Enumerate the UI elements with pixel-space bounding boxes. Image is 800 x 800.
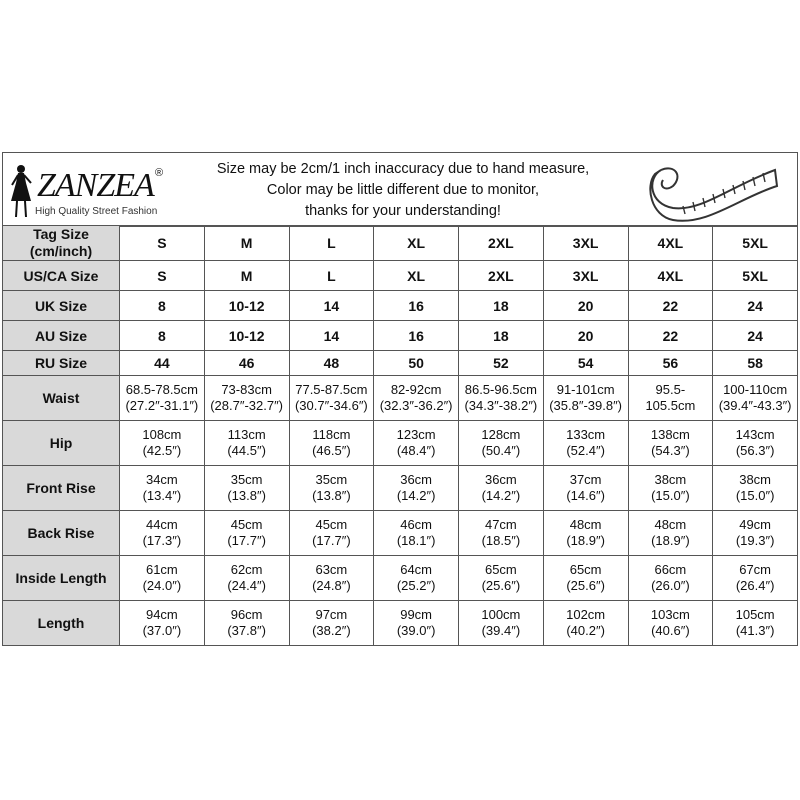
row-label: Front Rise	[3, 466, 120, 511]
size-cell: 8	[120, 321, 205, 351]
measure-secondary: (56.3″)	[735, 443, 775, 458]
measure-secondary: (28.7″-32.7″)	[210, 398, 284, 413]
measure-primary: 105cm	[735, 607, 775, 622]
measure-cell	[543, 601, 628, 646]
tag-size-header: Tag Size (cm/inch)	[3, 226, 120, 261]
size-cell: 58	[713, 351, 798, 376]
woman-silhouette-icon	[7, 163, 35, 219]
tag-size-cell: 4XL	[628, 226, 713, 261]
measure-primary: 47cm	[484, 517, 517, 532]
size-cell: 18	[459, 291, 544, 321]
row-label: US/CA Size	[3, 261, 120, 291]
measure-primary: 133cm	[566, 427, 606, 442]
measure-primary: 86.5-96.5cm	[464, 382, 537, 397]
measure-cell	[628, 511, 713, 556]
measure-primary: 36cm	[484, 472, 517, 487]
measure-primary: 96cm	[230, 607, 263, 622]
measure-cell	[543, 511, 628, 556]
measure-row	[3, 556, 798, 601]
measure-primary: 62cm	[230, 562, 263, 577]
measure-primary: 102cm	[566, 607, 606, 622]
measure-cell	[374, 376, 459, 421]
measure-primary: 66cm	[654, 562, 687, 577]
size-cell: 22	[628, 291, 713, 321]
measure-secondary: (46.5″)	[312, 443, 351, 458]
measure-primary: 35cm	[230, 472, 263, 487]
size-row	[3, 321, 798, 351]
notice-line: Size may be 2cm/1 inch inaccuracy due to hand measure,	[216, 161, 590, 177]
tag-size-cell: 2XL	[459, 226, 544, 261]
row-label: Hip	[3, 421, 120, 466]
measure-secondary: (26.0″)	[651, 578, 690, 593]
tag-size-cell: L	[289, 226, 374, 261]
measure-primary: 118cm	[312, 427, 351, 442]
size-cell: 56	[628, 351, 713, 376]
size-cell: 20	[543, 321, 628, 351]
size-cell: 8	[120, 291, 205, 321]
size-cell: 24	[713, 291, 798, 321]
size-cell: 14	[289, 291, 374, 321]
measure-secondary: (17.3″)	[142, 533, 182, 548]
measure-secondary: (48.4″)	[396, 443, 436, 458]
notice-line: thanks for your understanding!	[305, 203, 501, 219]
size-cell: 14	[289, 321, 374, 351]
size-cell: 54	[543, 351, 628, 376]
measure-cell	[289, 421, 374, 466]
size-cell: 4XL	[628, 261, 713, 291]
measure-cell	[459, 466, 544, 511]
measure-cell	[289, 556, 374, 601]
measure-secondary: (18.1″)	[396, 533, 436, 548]
measure-secondary: (14.2″)	[396, 488, 436, 503]
measure-cell	[120, 421, 205, 466]
measure-primary: 35cm	[315, 472, 348, 487]
measure-primary: 94cm	[145, 607, 178, 622]
measure-primary: 143cm	[735, 427, 775, 442]
size-cell: 5XL	[713, 261, 798, 291]
measure-secondary: (39.4″-43.3″)	[718, 398, 792, 413]
measure-primary: 113cm	[227, 427, 266, 442]
measure-primary: 64cm	[400, 562, 433, 577]
measure-cell	[713, 511, 798, 556]
measure-cell	[628, 466, 713, 511]
measure-cell	[374, 556, 459, 601]
row-label: AU Size	[3, 321, 120, 351]
size-cell: 16	[374, 321, 459, 351]
size-cell: L	[289, 261, 374, 291]
measure-cell	[459, 376, 544, 421]
measure-primary: 91-101cm	[556, 382, 615, 397]
measure-cell	[120, 511, 205, 556]
measure-primary: 73-83cm	[221, 382, 272, 397]
brand-tagline: High Quality Street Fashion	[35, 206, 158, 217]
measure-secondary: (24.0″)	[142, 578, 182, 593]
measuring-tape-icon	[643, 156, 783, 224]
tag-size-cell: XL	[374, 226, 459, 261]
measure-cell	[543, 376, 628, 421]
measure-secondary: (17.7″)	[312, 533, 351, 548]
measure-cell	[120, 466, 205, 511]
size-cell: 3XL	[543, 261, 628, 291]
tag-size-cell: 5XL	[713, 226, 798, 261]
measure-secondary: (18.9″)	[651, 533, 690, 548]
accuracy-notice	[203, 159, 603, 222]
measure-secondary: (13.8″)	[312, 488, 351, 503]
measure-secondary: (41.3″)	[735, 623, 775, 638]
measure-primary: 99cm	[400, 607, 433, 622]
measure-secondary: (18.9″)	[566, 533, 605, 548]
measure-cell	[628, 556, 713, 601]
size-cell: 50	[374, 351, 459, 376]
measure-cell	[543, 466, 628, 511]
size-cell: 52	[459, 351, 544, 376]
measure-cell	[374, 421, 459, 466]
measure-primary: 138cm	[650, 427, 690, 442]
measure-primary: 103cm	[650, 607, 690, 622]
row-label: UK Size	[3, 291, 120, 321]
measure-secondary: (44.5″)	[227, 443, 266, 458]
measure-secondary: 105.5cm	[645, 398, 696, 413]
measure-secondary: (14.2″)	[481, 488, 521, 503]
measure-cell	[628, 421, 713, 466]
measure-secondary: (37.0″)	[142, 623, 182, 638]
measure-secondary: (25.6″)	[566, 578, 605, 593]
measure-cell	[289, 511, 374, 556]
size-cell: 46	[204, 351, 289, 376]
measure-primary: 61cm	[145, 562, 178, 577]
measure-secondary: (27.2″-31.1″)	[125, 398, 199, 413]
size-cell: 10-12	[204, 321, 289, 351]
size-cell: 16	[374, 291, 459, 321]
size-cell: 48	[289, 351, 374, 376]
measure-cell	[120, 376, 205, 421]
measure-primary: 48cm	[569, 517, 602, 532]
size-cell: XL	[374, 261, 459, 291]
measure-primary: 45cm	[230, 517, 263, 532]
measure-secondary: (40.2″)	[566, 623, 605, 638]
size-table	[2, 225, 798, 646]
registered-mark: ®	[155, 167, 164, 179]
measure-primary: 38cm	[654, 472, 687, 487]
measure-secondary: (13.4″)	[142, 488, 182, 503]
measure-primary: 36cm	[400, 472, 433, 487]
measure-primary: 45cm	[315, 517, 348, 532]
measure-primary: 97cm	[315, 607, 348, 622]
measure-secondary: (32.3″-36.2″)	[379, 398, 453, 413]
row-label: Inside Length	[3, 556, 120, 601]
measure-secondary: (26.4″)	[735, 578, 775, 593]
measure-cell	[289, 376, 374, 421]
measure-secondary: (40.6″)	[651, 623, 690, 638]
measure-primary: 82-92cm	[390, 382, 442, 397]
measure-secondary: (13.8″)	[227, 488, 266, 503]
measure-secondary: (34.3″-38.2″)	[464, 398, 538, 413]
measure-primary: 34cm	[145, 472, 178, 487]
measure-primary: 63cm	[315, 562, 348, 577]
measure-cell	[289, 466, 374, 511]
measure-cell	[713, 466, 798, 511]
measure-primary: 123cm	[396, 427, 436, 442]
measure-secondary: (25.6″)	[481, 578, 521, 593]
measure-secondary: (15.0″)	[735, 488, 775, 503]
measure-cell	[713, 556, 798, 601]
measure-secondary: (52.4″)	[566, 443, 605, 458]
measure-cell	[628, 601, 713, 646]
measure-cell	[459, 556, 544, 601]
measure-primary: 95.5-	[655, 382, 686, 397]
measure-cell	[120, 601, 205, 646]
measure-row	[3, 376, 798, 421]
measure-primary: 108cm	[142, 427, 182, 442]
measure-cell	[374, 466, 459, 511]
tag-size-cell: M	[204, 226, 289, 261]
size-cell: S	[120, 261, 205, 291]
measure-secondary: (50.4″)	[481, 443, 521, 458]
measure-cell	[204, 601, 289, 646]
measure-cell	[204, 466, 289, 511]
size-cell: 24	[713, 321, 798, 351]
measure-secondary: (24.4″)	[227, 578, 266, 593]
row-label: Back Rise	[3, 511, 120, 556]
row-label: Length	[3, 601, 120, 646]
size-cell: M	[204, 261, 289, 291]
measure-secondary: (17.7″)	[227, 533, 266, 548]
measure-row	[3, 466, 798, 511]
size-chart	[2, 152, 798, 648]
measure-primary: 38cm	[739, 472, 772, 487]
measure-secondary: (14.6″)	[566, 488, 605, 503]
measure-cell	[459, 511, 544, 556]
measure-primary: 37cm	[569, 472, 602, 487]
measure-row	[3, 421, 798, 466]
size-cell: 44	[120, 351, 205, 376]
measure-secondary: (30.7″-34.6″)	[294, 398, 368, 413]
measure-primary: 100-110cm	[723, 382, 788, 397]
measure-primary: 49cm	[739, 517, 772, 532]
measure-secondary: (15.0″)	[651, 488, 690, 503]
measure-row	[3, 601, 798, 646]
size-row	[3, 261, 798, 291]
measure-primary: 67cm	[739, 562, 772, 577]
measure-secondary: (54.3″)	[651, 443, 690, 458]
measure-secondary: (35.8″-39.8″)	[549, 398, 623, 413]
measure-cell	[713, 421, 798, 466]
measure-primary: 48cm	[654, 517, 687, 532]
measure-primary: 68.5-78.5cm	[125, 382, 198, 397]
measure-primary: 128cm	[481, 427, 521, 442]
size-row	[3, 291, 798, 321]
measure-secondary: (38.2″)	[312, 623, 351, 638]
measure-cell	[543, 556, 628, 601]
measure-cell	[289, 601, 374, 646]
row-label: Waist	[3, 376, 120, 421]
tag-size-cell: S	[120, 226, 205, 261]
tag-size-cell: 3XL	[543, 226, 628, 261]
measure-cell	[374, 511, 459, 556]
row-label: RU Size	[3, 351, 120, 376]
measure-cell	[459, 421, 544, 466]
measure-cell	[374, 601, 459, 646]
measure-cell	[459, 601, 544, 646]
measure-secondary: (25.2″)	[396, 578, 436, 593]
size-cell: 10-12	[204, 291, 289, 321]
measure-cell	[713, 376, 798, 421]
measure-cell	[120, 556, 205, 601]
size-cell: 2XL	[459, 261, 544, 291]
measure-primary: 44cm	[145, 517, 178, 532]
measure-primary: 65cm	[484, 562, 517, 577]
measure-primary: 100cm	[481, 607, 521, 622]
measure-cell	[204, 421, 289, 466]
measure-row	[3, 511, 798, 556]
size-cell: 22	[628, 321, 713, 351]
size-cell: 20	[543, 291, 628, 321]
measure-primary: 65cm	[569, 562, 602, 577]
size-row	[3, 351, 798, 376]
measure-cell	[204, 511, 289, 556]
measure-secondary: (37.8″)	[227, 623, 266, 638]
measure-cell	[628, 376, 713, 421]
measure-cell	[204, 556, 289, 601]
measure-primary: 46cm	[400, 517, 433, 532]
measure-secondary: (24.8″)	[312, 578, 351, 593]
brand-name: ZANZEA	[37, 167, 154, 204]
measure-secondary: (39.0″)	[396, 623, 436, 638]
measure-cell	[543, 421, 628, 466]
measure-secondary: (18.5″)	[481, 533, 521, 548]
size-cell: 18	[459, 321, 544, 351]
measure-cell	[204, 376, 289, 421]
measure-secondary: (19.3″)	[735, 533, 775, 548]
brand-logo	[7, 159, 187, 221]
measure-secondary: (42.5″)	[142, 443, 182, 458]
measure-secondary: (39.4″)	[481, 623, 521, 638]
measure-primary: 77.5-87.5cm	[295, 382, 368, 397]
notice-line: Color may be little different due to monitor,	[266, 182, 540, 198]
chart-header	[2, 152, 798, 227]
measure-cell	[713, 601, 798, 646]
tag-size-row	[3, 226, 798, 261]
